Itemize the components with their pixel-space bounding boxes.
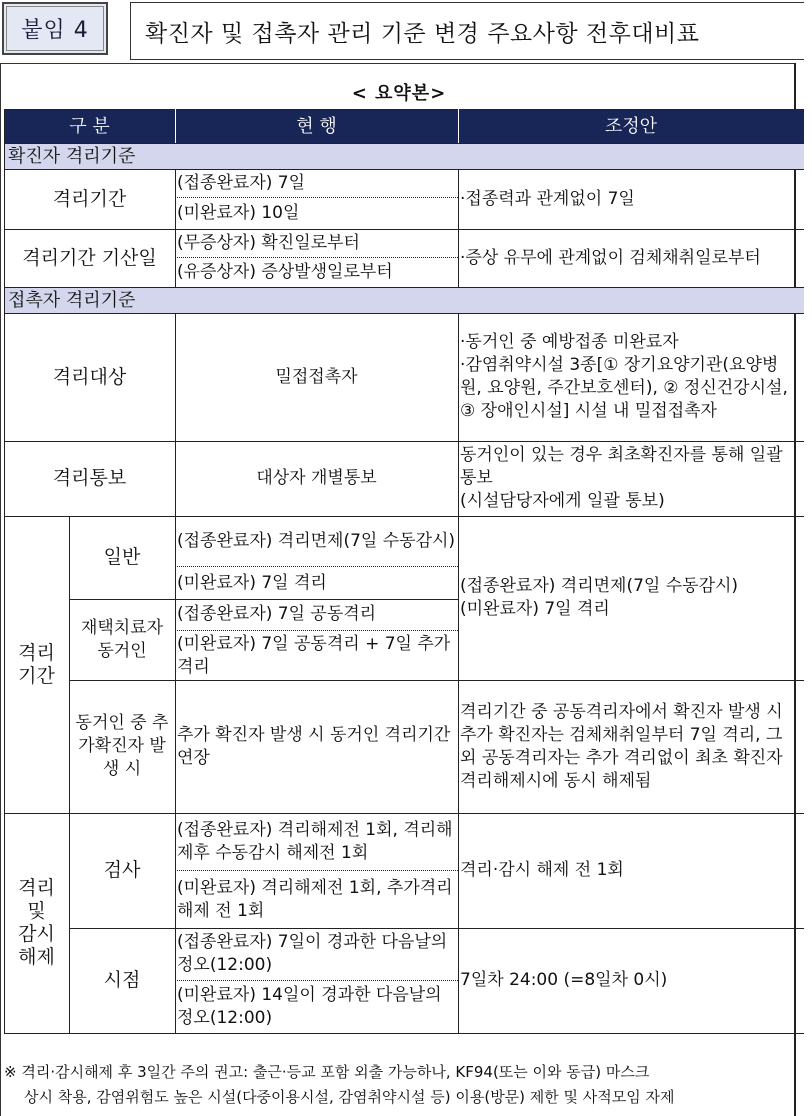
grid-line: [4, 516, 804, 517]
grid-line: [458, 313, 459, 1033]
footnote-line-2: 상시 착용, 감염위험도 높은 시설(다중이용시설, 감염취약시설 등) 이용(방문) 제한 및 사적모임 자제: [24, 1088, 675, 1106]
home-current-vaccinated: (접종완료자) 7일 공동격리: [177, 604, 377, 624]
grid-line: [4, 313, 804, 314]
additional-confirmed-proposed: 격리기간 중 공동격리자에서 확진자 발생 시 추가 확진자는 검체채취일부터 7일 격리, 그 외 공동격리자는 추가 격리없이 최초 확진자 격리해제시에 동시 해제됨: [460, 701, 783, 791]
period-proposed: [458, 516, 804, 680]
isolation-notice-proposed-text-1: 동거인이 있는 경우 최초확진자를 통해 일괄통보: [460, 445, 783, 488]
isolation-period-current-vaccinated: (접종완료자) 7일: [177, 172, 306, 193]
dotted-divider: [175, 566, 458, 567]
grid-line: [4, 229, 804, 230]
sub-label-test: 검사: [103, 859, 141, 881]
summary-title: < 요약본>: [351, 83, 447, 104]
isolation-target-proposed-item-1: ·동거인 중 예방접종 미완료자: [460, 332, 679, 352]
timing-current-unvaccinated: (미완료자) 14일이 경과한 다음날의 정오(12:00): [177, 985, 442, 1028]
grid-line: [4, 1033, 804, 1034]
start-date-current-asymptomatic: (무증상자) 확진일로부터: [177, 232, 360, 253]
general-current-vaccinated: (접종완료자) 격리면제(7일 수동감시): [177, 530, 456, 551]
isolation-target-current: 밀접접촉자: [275, 366, 358, 387]
grid-line: [175, 313, 176, 1033]
isolation-period-current-unvaccinated: (미완료자) 10일: [177, 203, 300, 223]
dotted-divider: [175, 257, 458, 258]
isolation-notice-current: 대상자 개별통보: [256, 468, 377, 488]
footnote: [4, 1060, 794, 1116]
grid-line: [4, 287, 804, 288]
sub-label-general: 일반: [103, 546, 141, 568]
group-label-release: 격리 및 감시 해제: [18, 877, 55, 968]
dotted-divider: [175, 870, 458, 871]
sub-label-additional-confirmed: 동거인 중 추가확진자 발생 시: [75, 713, 169, 779]
column-header-category: 구 분: [4, 109, 175, 143]
isolation-period-proposed: ·접종력과 관계없이 7일: [460, 188, 635, 209]
grid-line: [4, 109, 5, 1034]
dotted-divider: [175, 630, 458, 631]
row-label-isolation-period: 격리기간: [52, 187, 127, 210]
grid-line: [4, 441, 804, 442]
dotted-divider: [175, 197, 458, 198]
timing-proposed: 7일차 24:00 (=8일차 0시): [460, 970, 668, 990]
column-header-proposed: 조정안: [458, 109, 804, 143]
start-date-current-symptomatic: (유증상자) 증상발생일로부터: [177, 262, 393, 282]
test-current-vaccinated: (접종완료자) 격리해제전 1회, 격리해제후 수동감시 해제전 1회: [177, 819, 453, 863]
grid-line: [175, 109, 176, 143]
row-label-isolation-notice: 격리통보: [52, 467, 127, 489]
attachment-label: 붙임 4: [2, 2, 108, 55]
test-proposed: 격리·감시 해제 전 1회: [460, 860, 624, 880]
isolation-target-proposed: [458, 313, 804, 441]
grid-line: [69, 516, 70, 1033]
start-date-proposed: ·증상 유무에 관계없이 검체채취일로부터: [460, 247, 761, 268]
grid-line: [4, 143, 804, 144]
frame-top-border: [0, 63, 802, 64]
grid-line: [69, 680, 804, 681]
home-current-unvaccinated: (미완료자) 7일 공동격리 + 7일 추가격리: [177, 633, 451, 677]
sub-label-timing: 시점: [103, 969, 141, 991]
test-current-unvaccinated: (미완료자) 격리해제전 1회, 추가격리 해제 전 1회: [177, 877, 453, 921]
grid-line: [4, 169, 804, 170]
period-proposed-unvaccinated: (미완료자) 7일 격리: [460, 599, 610, 619]
document-title: 확진자 및 접촉자 관리 기준 변경 주요사항 전후대비표: [130, 2, 804, 60]
frame-left-border: [0, 63, 1, 1116]
grid-line: [458, 109, 459, 143]
period-proposed-vaccinated: (접종완료자) 격리면제(7일 수동감시): [460, 576, 739, 596]
grid-line: [4, 109, 804, 110]
additional-confirmed-current: 추가 확진자 발생 시 동거인 격리기간 연장: [177, 724, 451, 768]
grid-line: [69, 928, 804, 929]
isolation-notice-proposed-text-2: (시설담당자에게 일괄 통보): [460, 491, 665, 511]
grid-line: [4, 813, 804, 814]
grid-line: [69, 599, 458, 600]
grid-line: [175, 169, 176, 287]
section-confirmed-criteria: 확진자 격리기준: [4, 143, 804, 169]
isolation-target-proposed-item-2: ·감염취약시설 3종[① 장기요양기관(요양병원, 요양원, 주간보호센터), ② 정신건강시설, ③ 장애인시설] 시설 내 밀접접촉자: [460, 355, 788, 421]
row-label-isolation-target: 격리대상: [52, 365, 127, 388]
isolation-notice-proposed: [458, 441, 804, 516]
timing-current-vaccinated: (접종완료자) 7일이 경과한 다음날의 정오(12:00): [177, 932, 448, 975]
row-label-start-date: 격리기간 기산일: [22, 246, 157, 269]
footnote-line-1: ※ 격리·감시해제 후 3일간 주의 권고: 출근·등교 포함 외출 가능하나, KF94(또는 이와 동급) 마스크: [4, 1063, 650, 1081]
section-contact-criteria: 접촉자 격리기준: [4, 287, 804, 313]
general-current-unvaccinated: (미완료자) 7일 격리: [177, 572, 327, 593]
group-label-isolation-period: 격리기간: [18, 641, 55, 687]
dotted-divider: [175, 980, 458, 981]
column-header-current: 현 행: [175, 109, 458, 143]
sub-label-home-treatment-cohabitant: 재택치료자 동거인: [80, 617, 164, 661]
grid-line: [458, 169, 459, 287]
